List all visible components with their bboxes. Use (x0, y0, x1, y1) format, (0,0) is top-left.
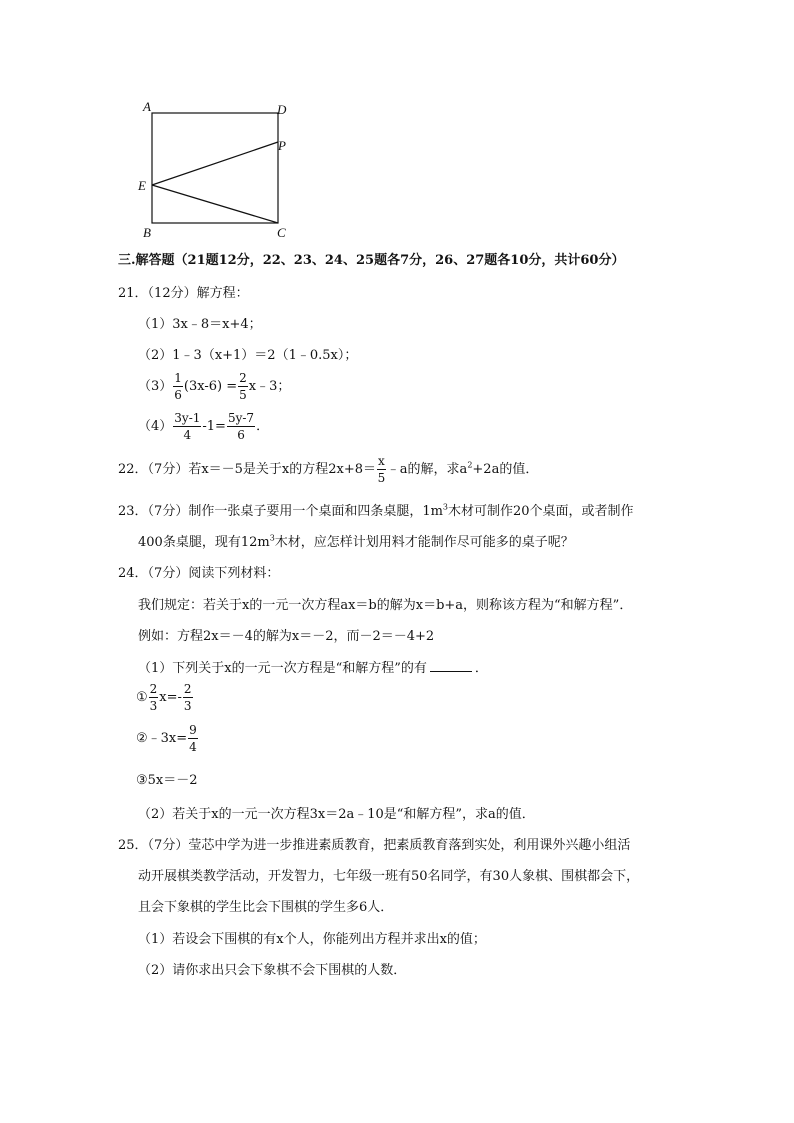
q21-part2: （2）1﹣3（x+1）＝2（1﹣0.5x）； (138, 348, 358, 363)
fraction: $\frac{2}{5}$ (239, 371, 247, 402)
geometry-figure (130, 95, 300, 245)
q23-line1 (118, 500, 634, 519)
q23-sup: 3 (442, 502, 449, 512)
q24-part1-text: （1）下列关于x的一元一次方程是“和解方程”的有 (138, 661, 427, 676)
q25-part1: （1）若设会下围棋的有x个人，你能列出方程并求出x的值； (138, 932, 486, 947)
answer-blank[interactable] (430, 661, 472, 672)
label-p: P (278, 138, 286, 153)
q22-pre: 22．（7分）若x＝－5是关于x的方程2x+8＝ (118, 462, 377, 477)
q21-head: 21．（12分）解方程： (118, 286, 249, 301)
q21-part4-suffix: ． (256, 419, 270, 434)
q21-part3-prefix: （3） (138, 379, 173, 394)
q23-line2-pre: 400条桌腿，现有12m (138, 535, 270, 550)
q21-part4 (138, 412, 269, 441)
q22-sup: 2 (467, 460, 473, 470)
q21-part4-prefix: （4） (138, 419, 173, 434)
fraction: $\frac{3y-1}{4}$ (174, 411, 201, 442)
option-mark: ② (136, 731, 148, 746)
fraction: $\frac{2}{3}$ (183, 682, 192, 713)
segment-ep (152, 142, 278, 185)
fraction: $\frac{5y-7}{6}$ (227, 411, 255, 442)
q21-part3-mid: (3x-6) = (183, 379, 238, 394)
q23-sup: 3 (269, 533, 275, 543)
label-e: E (138, 178, 146, 193)
q23-line2-post: 木材，应怎样计划用料才能制作尽可能多的桌子呢？ (274, 535, 574, 550)
label-c: C (277, 225, 286, 240)
q24-part2: （2）若关于x的一元一次方程3x＝2a﹣10是“和解方程”，求a的值． (138, 807, 535, 822)
option-mark: ① (136, 690, 148, 705)
q25-line2: 动开展棋类教学活动，开发智力，七年级一班有50名同学，有30人象棋、围棋都会下， (138, 869, 640, 884)
q22-post: ﹣a的解，求a (386, 462, 468, 477)
fraction: $\frac{2}{3}$ (149, 682, 158, 713)
q25-line3: 且会下象棋的学生比会下围棋的学生多6人． (138, 900, 394, 915)
q24-part1 (138, 657, 488, 676)
q25-part2: （2）请你求出只会下象棋不会下围棋的人数． (138, 963, 407, 978)
fraction: $\frac{1}{6}$ (174, 371, 182, 402)
section-3-title: 三.解答题（21题12分，22、23、24、25题各7分，26、27题各10分，共计60分） (118, 253, 625, 268)
q21-part1: （1）3x﹣8＝x+4； (138, 317, 262, 332)
label-d: D (277, 102, 287, 117)
q24-option2 (136, 724, 199, 753)
q24-option3-text: 5x＝－2 (147, 773, 198, 788)
q24-option1-mid: x=- (159, 690, 182, 705)
q23-line1-post: 木材可制作20个桌面，或者制作 (448, 504, 634, 519)
option-mark: ③ (136, 773, 148, 788)
q24-part1-end: ． (474, 661, 488, 676)
q23-line2 (138, 531, 574, 550)
q21-part3 (138, 372, 290, 401)
q24-example: 例如：方程2x＝－4的解为x＝－2，而－2＝－4+2 (138, 629, 435, 644)
q22-end: +2a的值． (472, 462, 539, 477)
label-b: B (143, 225, 151, 240)
q24-head: 24．（7分）阅读下列材料： (118, 566, 280, 581)
square-abcd (152, 113, 278, 223)
q24-option1 (136, 683, 194, 712)
q24-option3 (136, 769, 198, 788)
q23-line1-pre: 23．（7分）制作一张桌子要用一个桌面和四条桌腿，1m (118, 504, 443, 519)
q21-part4-mid: -1= (202, 419, 226, 434)
q24-option2-pre: ﹣3x= (147, 731, 188, 746)
q24-rule: 我们规定：若关于x的一元一次方程ax＝b的解为x＝b+a，则称该方程为“和解方程”． (138, 598, 633, 613)
q25-line1: 25．（7分）莹芯中学为进一步推进素质教育，把素质教育落到实处，利用课外兴趣小组活 (118, 838, 631, 853)
q21-part3-suffix: x﹣3； (248, 379, 291, 394)
label-a: A (143, 99, 151, 114)
fraction: $\frac{9}{4}$ (189, 723, 197, 754)
segment-ec (152, 185, 278, 223)
fraction: $\frac{x}{5}$ (377, 454, 386, 485)
q22 (118, 455, 538, 484)
